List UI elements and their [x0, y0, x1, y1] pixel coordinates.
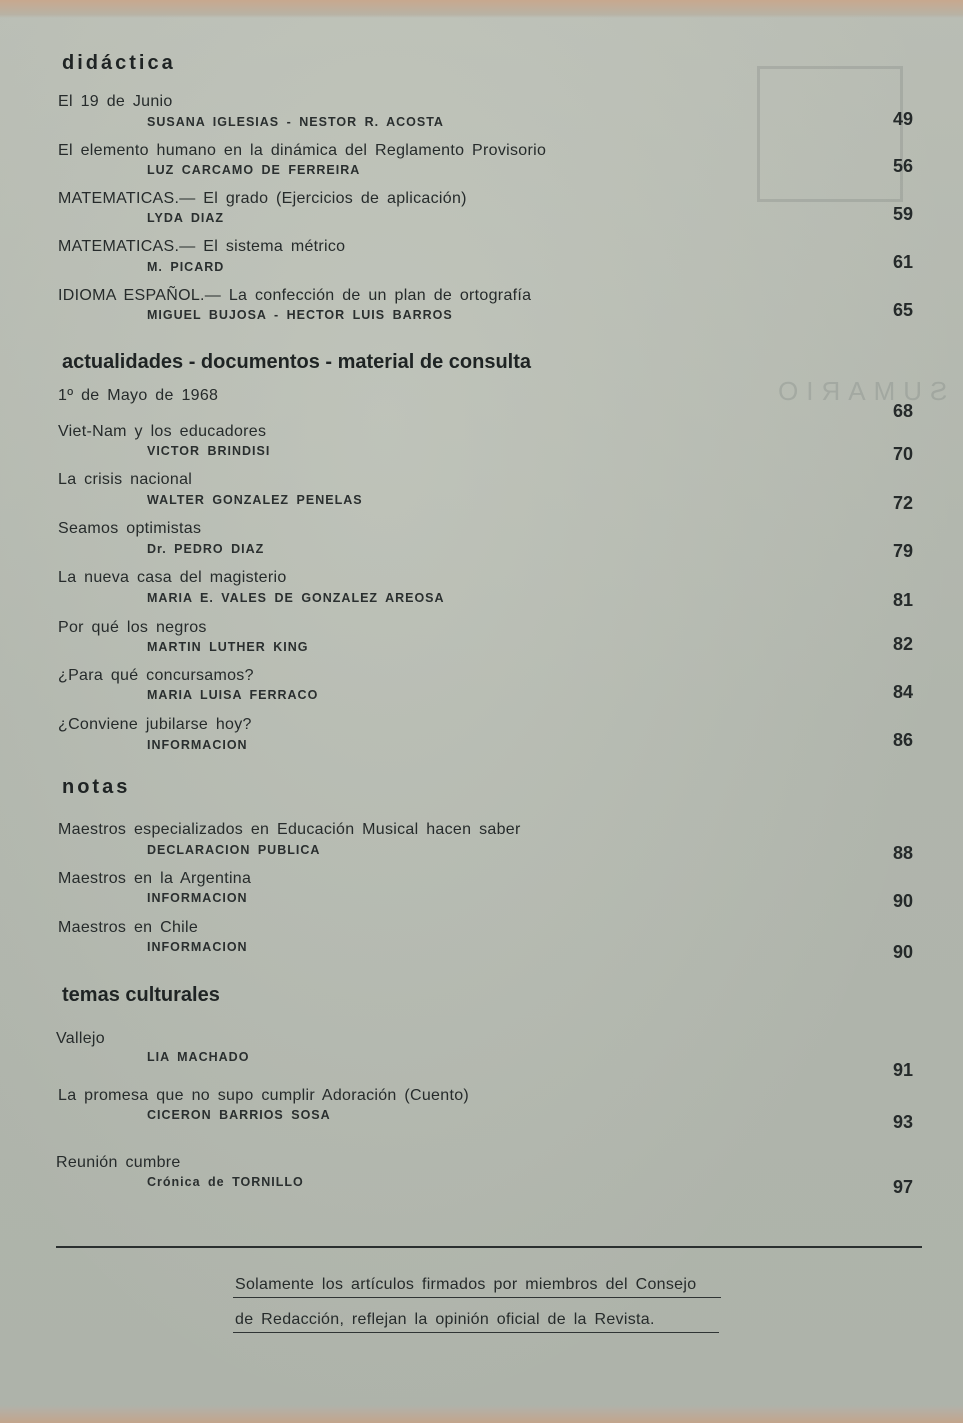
- entry-page: 72: [892, 493, 913, 513]
- entry-title: Seamos optimistas: [58, 520, 202, 537]
- entry-page: 90: [892, 942, 913, 962]
- entry-title: Maestros en la Argentina: [58, 870, 252, 887]
- entry-author: MARIA E. VALES DE GONZALEZ AREOSA: [147, 591, 445, 605]
- entry-author: LUZ CARCAMO DE FERREIRA: [147, 163, 361, 177]
- section-actualidades: actualidades - documentos - material de consulta: [62, 351, 532, 373]
- entry-page: 59: [892, 204, 913, 224]
- entry-author: INFORMACION: [147, 891, 248, 905]
- entry-page: 93: [892, 1112, 913, 1132]
- show-through-sumario: SUMARIO: [770, 376, 948, 406]
- entry-title: Por qué los negros: [58, 619, 207, 636]
- entry-title: La crisis nacional: [58, 471, 193, 488]
- entry-title: MATEMATICAS.— El grado (Ejercicios de aplicación): [58, 190, 467, 207]
- entry-title: La nueva casa del magisterio: [58, 569, 287, 586]
- entry-title: Maestros en Chile: [58, 919, 199, 936]
- entry-page: 61: [892, 252, 913, 272]
- entry-author: MARTIN LUTHER KING: [147, 640, 309, 654]
- entry-author: LYDA DIAZ: [147, 211, 225, 225]
- footer-note-line1: Solamente los artículos firmados por miembros del Consejo: [235, 1276, 697, 1293]
- entry-author: SUSANA IGLESIAS - NESTOR R. ACOSTA: [147, 115, 444, 129]
- footer-underline-2: [233, 1332, 719, 1333]
- entry-title: MATEMATICAS.— El sistema métrico: [58, 238, 346, 255]
- entry-title: Maestros especializados en Educación Musical hacen saber: [58, 821, 521, 838]
- section-temas-culturales: temas culturales: [62, 984, 220, 1006]
- entry-title: Viet-Nam y los educadores: [58, 423, 267, 440]
- entry-page: 82: [892, 634, 913, 654]
- page-bottom-edge: [0, 1405, 963, 1423]
- section-notas: notas: [62, 776, 131, 798]
- entry-author: LIA MACHADO: [147, 1050, 250, 1064]
- entry-title: La promesa que no supo cumplir Adoración (Cuento): [58, 1087, 470, 1104]
- entry-author: CICERON BARRIOS SOSA: [147, 1108, 331, 1122]
- footer-note-line2: de Redacción, reflejan la opinión oficial de la Revista.: [235, 1311, 655, 1328]
- entry-page: 56: [892, 156, 913, 176]
- entry-title: El elemento humano en la dinámica del Reglamento Provisorio: [58, 142, 547, 159]
- entry-title: Reunión cumbre: [56, 1154, 181, 1171]
- entry-author: INFORMACION: [147, 738, 248, 752]
- footer-rule: [56, 1246, 922, 1248]
- entry-page: 91: [892, 1060, 913, 1080]
- entry-author: MARIA LUISA FERRACO: [147, 688, 319, 702]
- entry-page: 86: [892, 730, 913, 750]
- entry-author: WALTER GONZALEZ PENELAS: [147, 493, 363, 507]
- entry-page: 70: [892, 444, 913, 464]
- entry-author: M. PICARD: [147, 260, 225, 274]
- entry-title: ¿Para qué concursamos?: [58, 667, 254, 684]
- entry-title: IDIOMA ESPAÑOL.— La confección de un plan de ortografía: [58, 287, 532, 304]
- entry-author: Dr. PEDRO DIAZ: [147, 542, 265, 556]
- entry-page: 68: [892, 401, 913, 421]
- entry-author: MIGUEL BUJOSA - HECTOR LUIS BARROS: [147, 308, 453, 322]
- entry-page: 79: [892, 541, 913, 561]
- entry-title: ¿Conviene jubilarse hoy?: [58, 716, 252, 733]
- entry-page: 97: [892, 1177, 913, 1197]
- section-didactica: didáctica: [62, 52, 176, 74]
- entry-author: Crónica de TORNILLO: [147, 1175, 304, 1189]
- entry-page: 49: [892, 109, 913, 129]
- entry-author: INFORMACION: [147, 940, 248, 954]
- footer-underline-1: [233, 1297, 721, 1298]
- entry-page: 84: [892, 682, 913, 702]
- entry-author: DECLARACION PUBLICA: [147, 843, 321, 857]
- entry-page: 90: [892, 891, 913, 911]
- entry-title: Vallejo: [56, 1030, 105, 1047]
- show-through-stamp: [757, 66, 903, 202]
- entry-title: El 19 de Junio: [58, 93, 173, 110]
- entry-author: VICTOR BRINDISI: [147, 444, 271, 458]
- entry-page: 81: [892, 590, 913, 610]
- entry-page: 65: [892, 300, 913, 320]
- entry-page: 88: [892, 843, 913, 863]
- page-top-edge: [0, 0, 963, 18]
- entry-title: 1º de Mayo de 1968: [58, 387, 219, 404]
